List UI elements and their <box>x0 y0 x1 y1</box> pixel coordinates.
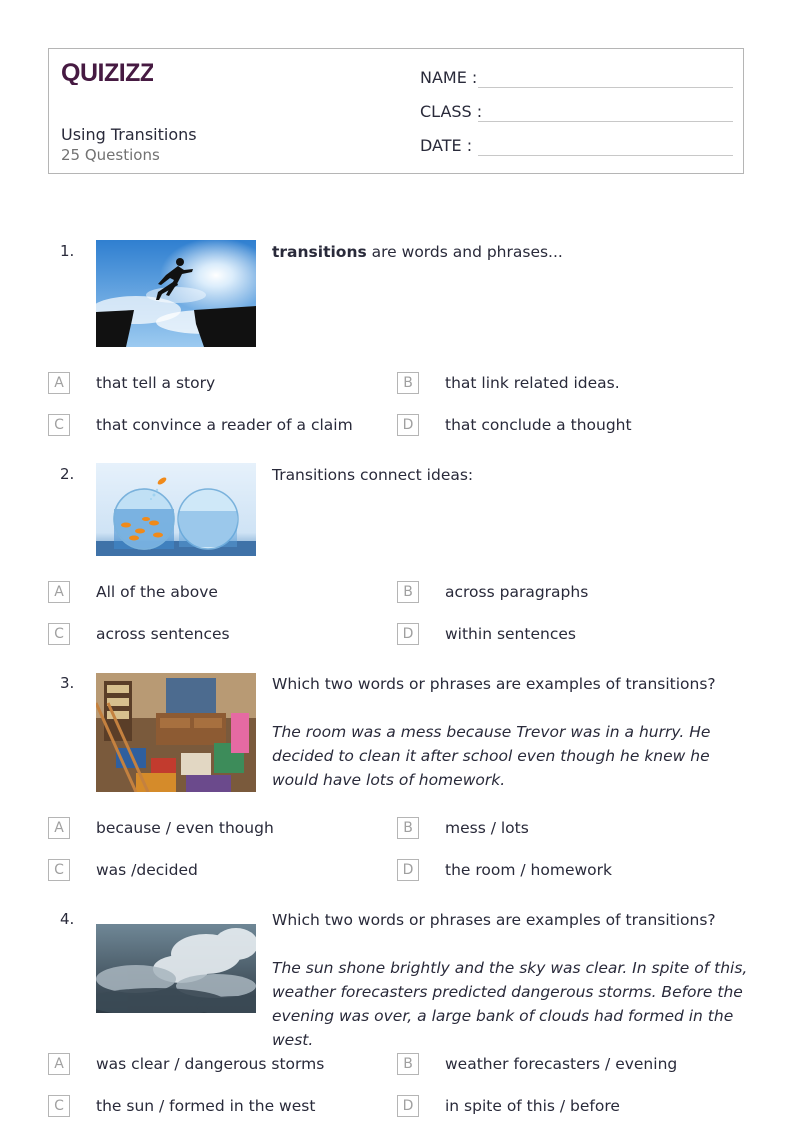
option-b-text[interactable]: across paragraphs <box>445 583 589 601</box>
question-text-rest: are words and phrases... <box>366 243 563 261</box>
question-text <box>272 240 750 264</box>
option-b-box[interactable]: B <box>397 581 419 603</box>
option-a-text[interactable]: because / even though <box>96 819 274 837</box>
option-c-text[interactable]: that convince a reader of a claim <box>96 416 353 434</box>
class-label: CLASS : <box>420 102 483 121</box>
class-field[interactable] <box>420 102 482 121</box>
quizizz-logo <box>61 59 153 89</box>
option-d-text[interactable]: in spite of this / before <box>445 1097 620 1115</box>
question-text: Transitions connect ideas: <box>272 466 474 484</box>
option-b-text[interactable]: mess / lots <box>445 819 529 837</box>
option-c-box[interactable]: C <box>48 859 70 881</box>
option-d-text[interactable]: within sentences <box>445 625 576 643</box>
option-b-box[interactable]: B <box>397 817 419 839</box>
worksheet-title: Using Transitions <box>61 125 197 144</box>
date-label: DATE : <box>420 136 473 155</box>
storm-clouds-image <box>96 924 256 1013</box>
option-d-box[interactable]: D <box>397 859 419 881</box>
option-a-box[interactable]: A <box>48 817 70 839</box>
name-field[interactable] <box>420 68 477 87</box>
name-line[interactable] <box>478 87 733 88</box>
option-b-box[interactable]: B <box>397 1053 419 1075</box>
option-c-text[interactable]: across sentences <box>96 625 230 643</box>
option-d-text[interactable]: that conclude a thought <box>445 416 632 434</box>
option-c-box[interactable]: C <box>48 414 70 436</box>
option-d-box[interactable]: D <box>397 623 419 645</box>
option-a-box[interactable]: A <box>48 372 70 394</box>
question-number: 3. <box>60 674 75 692</box>
option-b-text[interactable]: weather forecasters / evening <box>445 1055 678 1073</box>
name-label: NAME : <box>420 68 478 87</box>
option-d-text[interactable]: the room / homework <box>445 861 612 879</box>
option-b-text[interactable]: that link related ideas. <box>445 374 620 392</box>
option-c-text[interactable]: was /decided <box>96 861 198 879</box>
question-count: 25 Questions <box>61 146 160 164</box>
keyword: transitions <box>272 243 367 261</box>
option-a-text[interactable]: that tell a story <box>96 374 216 392</box>
question-number: 4. <box>60 910 75 928</box>
option-a-box[interactable]: A <box>48 1053 70 1075</box>
question-number: 1. <box>60 242 75 260</box>
option-d-box[interactable]: D <box>397 1095 419 1117</box>
option-c-text[interactable]: the sun / formed in the west <box>96 1097 316 1115</box>
option-a-box[interactable]: A <box>48 581 70 603</box>
question-number: 2. <box>60 465 75 483</box>
messy-room-image <box>96 673 256 792</box>
cliff-jump-image <box>96 240 256 347</box>
option-a-text[interactable]: was clear / dangerous storms <box>96 1055 325 1073</box>
svg-text:QUIZIZZ: QUIZIZZ <box>61 59 153 85</box>
question-text: Which two words or phrases are examples of transitions? <box>272 675 716 693</box>
passage-text: The room was a mess because Trevor was in a hurry. He decided to clean it after school even though he knew he would have lots of homework. <box>272 723 711 789</box>
option-c-box[interactable]: C <box>48 623 70 645</box>
option-d-box[interactable]: D <box>397 414 419 436</box>
class-line[interactable] <box>478 121 733 122</box>
worksheet-header <box>48 48 744 174</box>
date-field[interactable] <box>420 136 472 155</box>
option-c-box[interactable]: C <box>48 1095 70 1117</box>
question-text: Which two words or phrases are examples of transitions? <box>272 911 716 929</box>
option-b-box[interactable]: B <box>397 372 419 394</box>
date-line[interactable] <box>478 155 733 156</box>
passage-text: The sun shone brightly and the sky was clear. In spite of this, weather forecasters predicted dangerous storms. Before the evening was over, a large bank of clouds had formed in the west. <box>272 959 748 1049</box>
option-a-text[interactable]: All of the above <box>96 583 218 601</box>
fishbowl-jump-image <box>96 463 256 556</box>
